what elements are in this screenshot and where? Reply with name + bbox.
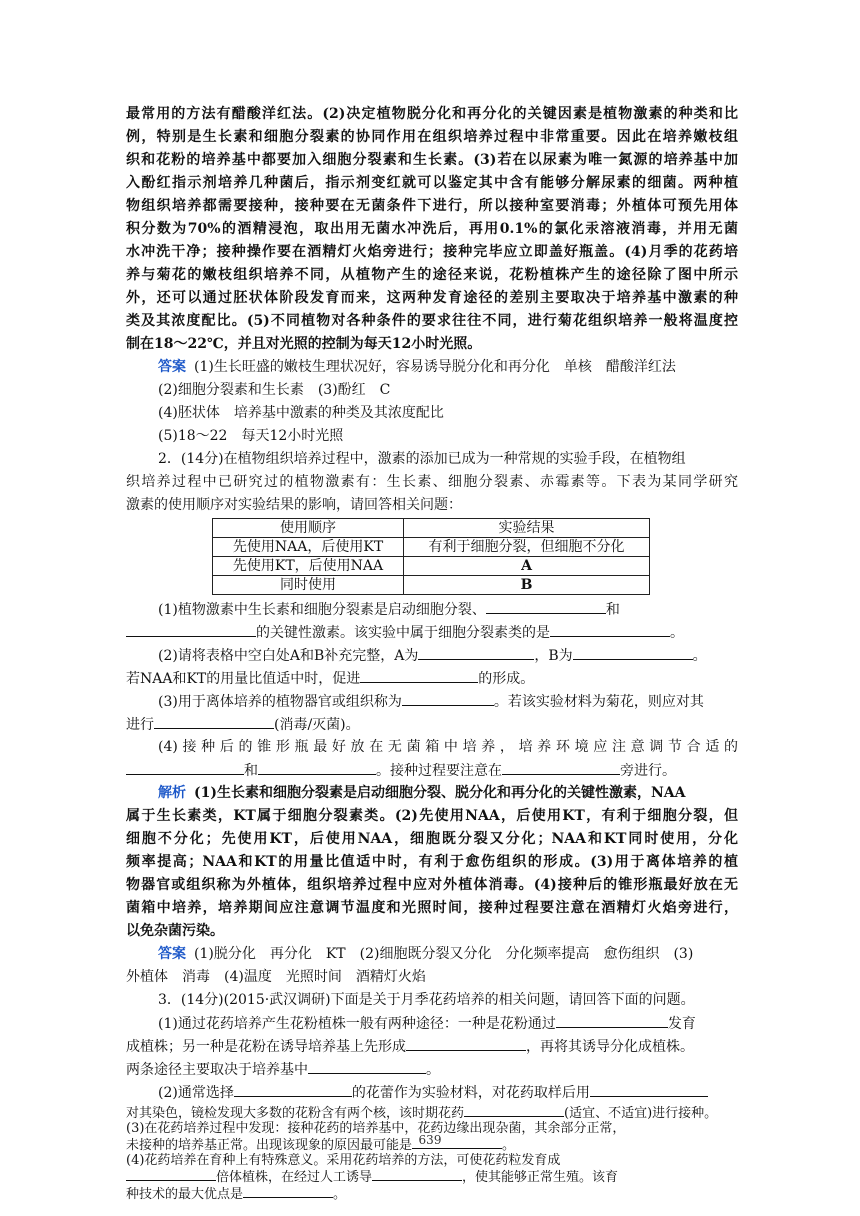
question-3-line	[126, 1185, 738, 1202]
answer-blank[interactable]	[402, 690, 494, 706]
q2-item-3-cont	[126, 713, 738, 735]
answer-blank[interactable]	[573, 644, 693, 660]
q2-item-1-cont	[126, 621, 738, 643]
question-text: (1)植物激素中生长素和细胞分裂素是启动细胞分裂、	[158, 602, 486, 618]
text-line: 制在18～22℃，并且对光照的控制为每天12小时光照。	[126, 336, 482, 352]
answer-blank[interactable]	[502, 759, 620, 775]
q2-item-4-cont	[126, 759, 738, 781]
q2-item-2-cont	[126, 667, 738, 689]
question-text: 种技术的最大优点是	[126, 1187, 244, 1202]
table-cell: A	[404, 557, 650, 576]
question-text: 的花蕾作为实验材料，对花药取样后用	[351, 1085, 590, 1101]
answer-blank[interactable]	[360, 667, 478, 683]
table-cell: 有利于细胞分裂，但细胞不分化	[404, 538, 650, 557]
answer-blank[interactable]	[258, 759, 376, 775]
question-text: 。	[502, 1138, 516, 1153]
table-cell: B	[404, 576, 650, 595]
answer-blank[interactable]	[308, 1058, 426, 1074]
answer-line: 外植体 消毒 (4)温度 光照时间 酒精灯火焰	[126, 969, 426, 985]
question-text: (3)用于离体培养的植物器官或组织称为	[158, 694, 402, 710]
text-line: 例，特别是生长素和细胞分裂素的协同作用在组织培养过程中非常重要。因此在培养嫩枝组	[126, 129, 738, 145]
question-text: 对其染色，镜检发现大多数的花粉含有两个核，该时期花药	[126, 1106, 465, 1121]
question-text: 。	[692, 648, 707, 664]
answer-blank[interactable]	[126, 1168, 216, 1181]
answer-line: (2)细胞分裂素和生长素 (3)酚红 C	[158, 382, 391, 398]
analysis-line	[158, 782, 738, 804]
question-text: 。	[670, 625, 684, 641]
q3-remaining	[126, 1104, 738, 1202]
answer-blank[interactable]	[556, 1012, 668, 1028]
answer-line: (5)18～22 每天12小时光照	[158, 428, 344, 444]
question-2-line: 激素的使用顺序对实验结果的影响，请回答相关问题：	[126, 497, 462, 513]
q3-item-1	[158, 1012, 738, 1034]
question-2-line: 织培养过程中已研究过的植物激素有：生长素、细胞分裂素、赤霉素等。下表为某同学研究	[126, 474, 738, 490]
question-text: 和	[244, 763, 258, 779]
question-text: 倍体植株，在经过人工诱导	[216, 1170, 373, 1185]
experiment-table	[212, 518, 650, 595]
question-text: 两条途径主要取决于培养基中	[126, 1062, 308, 1078]
question-3-intro: 3．(14分)(2015·武汉调研)下面是关于月季花药培养的相关问题，请回答下面的问题。	[158, 992, 695, 1008]
question-text: (1)通过花药培养产生花粉植株一般有两种途径：一种是花粉通过	[158, 1016, 556, 1032]
answer-text: (1)生长旺盛的嫩枝生理状况好，容易诱导脱分化和再分化 单核 醋酸洋红法	[194, 359, 676, 375]
q2-item-1	[158, 598, 738, 620]
text-line: 织和花粉的培养基中都要加入细胞分裂素和生长素。(3)若在以尿素为唯一氮源的培养基中加	[126, 152, 738, 168]
text-line: 养与菊花的嫩枝组织培养不同，从植物产生的途径来说，花粉植株产生的途径除了图中所示	[126, 267, 738, 283]
table-cell: 同时使用	[213, 576, 404, 595]
question-text: (消毒/灭菌)。	[274, 717, 360, 733]
answer-blank[interactable]	[406, 1035, 526, 1051]
answer-blank[interactable]	[154, 713, 274, 729]
analysis-text: (1)生长素和细胞分裂素是启动细胞分裂、脱分化和再分化的关键性激素，NAA	[194, 785, 686, 801]
table-header: 实验结果	[404, 519, 650, 538]
answer-blank[interactable]	[464, 1104, 564, 1117]
table-cell: 先使用KT，后使用NAA	[213, 557, 404, 576]
question-text: (适宜、不适宜)	[564, 1106, 653, 1121]
answer-blank[interactable]	[372, 1168, 462, 1181]
answer-blank[interactable]	[234, 1081, 352, 1097]
question-text: 进行	[126, 717, 154, 733]
question-text: 和	[605, 602, 620, 618]
text-line: 物组织培养都需要接种，接种要在无菌条件下进行，所以接种室要消毒；外植体可预先用体	[126, 198, 738, 214]
question-text: 发育	[667, 1016, 696, 1032]
question-text: (3)在花药培养过程中发现：接种花药的培养基中，花药边缘出现杂菌，其余部分正常，	[126, 1121, 626, 1136]
answer-blank[interactable]	[486, 598, 606, 614]
question-text: 的关键性激素。该实验中属于细胞分裂素类的是	[256, 625, 550, 641]
table-row	[213, 557, 650, 576]
answer-blank[interactable]	[550, 621, 670, 637]
question-text: ，B为	[534, 648, 573, 664]
question-3-line	[126, 1168, 738, 1185]
question-text: 的形成。	[478, 671, 535, 687]
text-line: 最常用的方法有醋酸洋红法。(2)决定植物脱分化和再分化的关键因素是植物激素的种类和比	[126, 106, 738, 122]
analysis-line: 细胞不分化；先使用KT，后使用NAA，细胞既分裂又分化；NAA和KT同时使用，分化	[126, 831, 738, 847]
q2-item-4: (4)接种后的锥形瓶最好放在无菌箱中培养，培养环境应注意调节合适的	[158, 739, 738, 755]
question-3-line	[126, 1121, 738, 1136]
question-2-line: 2．(14分)在植物组织培养过程中，激素的添加已成为一种常规的实验手段，在植物组	[158, 451, 686, 467]
page-number: 639	[418, 1133, 442, 1147]
q3-item-2	[158, 1081, 738, 1103]
analysis-line: 物器官或组织称为外植体，组织培养过程中应对外植体消毒。(4)接种后的锥形瓶最好放在无	[126, 877, 738, 893]
answer-line	[158, 943, 738, 965]
question-text: (2)通常选择	[158, 1085, 234, 1101]
answer-blank[interactable]	[126, 759, 244, 775]
question-text: 。	[333, 1187, 347, 1202]
text-line: 水冲洗干净；接种操作要在酒精灯火焰旁进行；接种完毕应立即盖好瓶盖。(4)月季的花药培	[126, 244, 738, 260]
table-cell: 先使用NAA，后使用KT	[213, 538, 404, 557]
question-text: 。	[426, 1062, 440, 1078]
question-text: 成植株；另一种是花粉在诱导培养基上先形成	[126, 1039, 406, 1055]
table-row	[213, 576, 650, 595]
text-line: 积分数为70%的酒精浸泡，取出用无菌水冲洗后，再用0.1%的氯化汞溶液消毒，并用无菌	[126, 221, 738, 237]
answer-blank[interactable]	[126, 621, 256, 637]
answer-blank[interactable]	[243, 1185, 333, 1198]
text-line: 入酚红指示剂培养几种菌后，指示剂变红就可以鉴定其中含有能够分解尿素的细菌。两种植	[126, 175, 738, 191]
question-text: 若NAA和KT的用量比值适中时，促进	[126, 671, 361, 687]
analysis-line: 以免杂菌污染。	[126, 923, 224, 939]
question-3-line	[126, 1153, 738, 1168]
analysis-label: 解析	[158, 785, 186, 801]
q3-item-2-cont	[126, 1104, 738, 1121]
analysis-line: 频率提高；NAA和KT的用量比值适中时，有利于愈伤组织的形成。(3)用于离体培养的植	[126, 854, 738, 870]
analysis-line: 属于生长素类，KT属于细胞分裂素类。(2)先使用NAA，后使用KT，有利于细胞分裂，但	[126, 808, 738, 824]
answer-line	[158, 356, 738, 378]
question-text: 进行接种。	[652, 1106, 718, 1121]
answer-label: 答案	[158, 359, 186, 375]
table-header: 使用顺序	[213, 519, 404, 538]
question-text: 。接种过程要注意在	[376, 763, 502, 779]
analysis-line: 菌箱中培养，培养期间应注意调节温度和光照时间，接种过程要注意在酒精灯火焰旁进行，	[126, 900, 738, 916]
q2-item-3	[158, 690, 738, 712]
question-text: ，再将其诱导分化成植株。	[526, 1039, 694, 1055]
answer-blank[interactable]	[590, 1081, 708, 1097]
answer-blank[interactable]	[412, 1136, 502, 1149]
table-row	[213, 538, 650, 557]
question-text: ，使其能够正常生殖。该育	[462, 1170, 619, 1185]
text-line: 外，还可以通过胚状体阶段发育而来，这两种发育途径的差别主要取决于培养基中激素的种	[126, 290, 738, 306]
question-text: (2)请将表格中空白处A和B补充完整，A为	[158, 648, 419, 664]
q3-item-1-cont	[126, 1035, 738, 1057]
question-3-line	[126, 1136, 738, 1153]
question-text: (4)花药培养在育种上有特殊意义。采用花药培养的方法，可使花药粒发育成	[126, 1153, 561, 1168]
question-text: 。若该实验材料为菊花，则应对其	[493, 694, 704, 710]
table-header-row	[213, 519, 650, 538]
answer-text: (1)脱分化 再分化 KT (2)细胞既分裂又分化 分化频率提高 愈伤组织 (3)	[194, 946, 694, 962]
q3-item-1-cont2	[126, 1058, 738, 1080]
q2-item-2	[158, 644, 738, 666]
answer-line: (4)胚状体 培养基中激素的种类及其浓度配比	[158, 405, 444, 421]
question-text: 旁进行。	[620, 763, 676, 779]
text-line: 类及其浓度配比。(5)不同植物对各种条件的要求往往不同，进行菊花组织培养一般将温度控	[126, 313, 738, 329]
question-text: 未接种的培养基正常。出现该现象的原因最可能是	[126, 1138, 413, 1153]
answer-label: 答案	[158, 946, 186, 962]
answer-blank[interactable]	[418, 644, 534, 660]
